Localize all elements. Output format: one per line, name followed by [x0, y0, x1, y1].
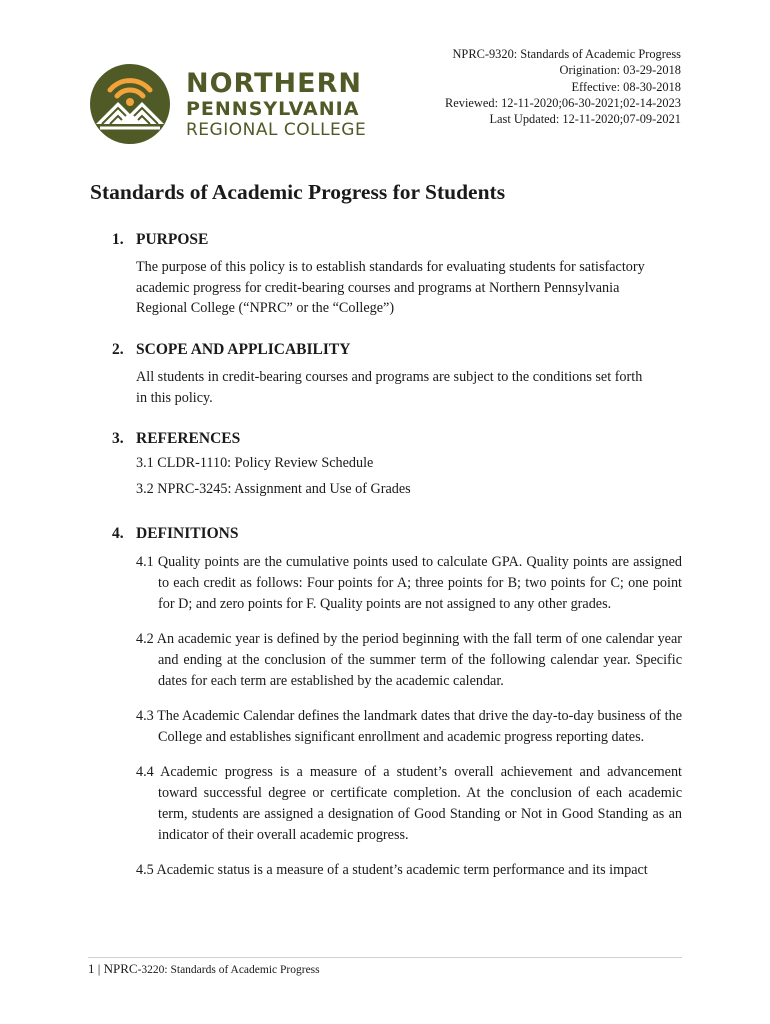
footer-policy-code: NPRC	[103, 961, 138, 976]
section-number: 3.	[112, 430, 124, 447]
section-number: 2.	[112, 341, 124, 358]
footer-divider	[88, 957, 682, 958]
college-logo	[88, 62, 370, 146]
definition-item: 4.4 Academic progress is a measure of a student’s overall achievement and advancement toward successful degree or certificate completion. At the conclusion of each academic term, students are assigned a designation of Good Standing or Not in Good Standing as an indicator of their overall academic progress.	[136, 764, 682, 843]
section-title: DEFINITIONS	[136, 525, 239, 542]
section-heading	[112, 341, 682, 359]
section-heading	[112, 430, 682, 448]
purpose-line: Regional College (“NPRC” or the “College”)	[136, 300, 395, 316]
logo-line-1: NORTHERN	[186, 68, 362, 99]
reviewed-dates: Reviewed: 12-11-2020;06-30-2021;02-14-2023	[445, 95, 681, 110]
reference-item: 3.2 NPRC-3245: Assignment and Use of Grades	[136, 481, 411, 497]
page-footer	[88, 961, 320, 977]
mountain-signal-logo-icon	[88, 62, 172, 146]
logo-line-3: REGIONAL COLLEGE	[186, 120, 367, 140]
last-updated-dates: Last Updated: 12-11-2020;07-09-2021	[489, 112, 681, 127]
document-title: Standards of Academic Progress for Students	[90, 180, 506, 204]
definition-item: 4.2 An academic year is defined by the period beginning with the fall term of one calendar year and ending at the conclusion of the summer term of the following calendar year. Specific dates for each term are established by the academic calendar.	[136, 631, 682, 689]
section-title: PURPOSE	[136, 231, 209, 248]
logo-wordmark	[186, 70, 366, 140]
section-number: 4.	[112, 525, 124, 542]
section-heading	[112, 525, 682, 543]
policy-code: NPRC-9320: Standards of Academic Progress	[452, 47, 681, 61]
footer-policy-title: -3220: Standards of Academic Progress	[137, 964, 320, 976]
policy-metadata	[445, 46, 681, 127]
section-title: SCOPE AND APPLICABILITY	[136, 341, 351, 358]
reference-item: 3.1 CLDR-1110: Policy Review Schedule	[136, 455, 374, 471]
page-number: 1 |	[88, 961, 101, 976]
section-purpose	[112, 231, 682, 319]
section-title: REFERENCES	[136, 430, 241, 447]
section-number: 1.	[112, 231, 124, 248]
purpose-line: The purpose of this policy is to establish standards for evaluating students for satisfactory	[136, 259, 645, 275]
definition-item: 4.5 Academic status is a measure of a student’s academic term performance and its impact	[136, 862, 648, 878]
section-references	[112, 430, 682, 502]
section-scope	[112, 341, 682, 408]
origination-date: Origination: 03-29-2018	[559, 63, 681, 78]
section-definitions	[112, 525, 682, 881]
definition-item: 4.3 The Academic Calendar defines the landmark dates that drive the day-to-day business of the College and establishes significant enrollment and academic progress reporting dates.	[136, 708, 682, 745]
scope-line: All students in credit-bearing courses and programs are subject to the conditions set forth	[136, 369, 643, 385]
purpose-line: academic progress for credit-bearing courses and programs at Northern Pennsylvania	[136, 279, 620, 296]
scope-line: in this policy.	[136, 389, 213, 406]
logo-line-2: PENNSYLVANIA	[186, 98, 360, 120]
section-heading	[112, 231, 682, 249]
definition-item: 4.1 Quality points are the cumulative points used to calculate GPA. Quality points are assigned to each credit as follows: Four points for A; three points for B; two points for C; one point for D; and zero points for F. Quality points are not assigned to any other grades.	[136, 554, 682, 612]
effective-date: Effective: 08-30-2018	[571, 79, 681, 94]
